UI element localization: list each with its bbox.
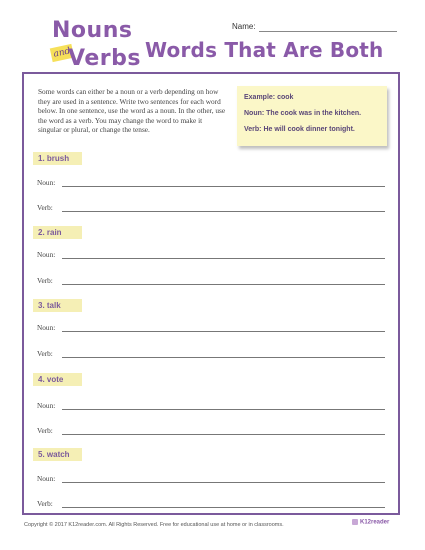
k12reader-mark-icon [352, 519, 358, 525]
verb-answer-line[interactable] [62, 507, 385, 508]
example-box [237, 86, 387, 146]
verb-answer-line[interactable] [62, 434, 385, 435]
logo-and-badge: and [50, 44, 74, 62]
word-label: 1. brush [33, 152, 82, 165]
verb-label: Verb: [37, 499, 53, 508]
verb-label: Verb: [37, 349, 53, 358]
instructions-text: Some words can either be a noun or a verb depending on how they are used in a sentence. Write two sentences for each word below. In one sentence, use the word as a noun. In the other, use the word as a verb. You may change the word to make it singular or plural, or change the tense. [38, 87, 226, 135]
example-noun-sentence: Noun: The cook was in the kitchen. [244, 110, 362, 117]
example-verb-sentence: Verb: He will cook dinner tonight. [244, 126, 355, 133]
name-input-line[interactable] [259, 31, 397, 32]
verb-label: Verb: [37, 426, 53, 435]
word-label: 4. vote [33, 373, 82, 386]
nouns-and-verbs-logo [48, 18, 141, 72]
noun-label: Noun: [37, 401, 56, 410]
verb-label: Verb: [37, 276, 53, 285]
word-label: 5. watch [33, 448, 82, 461]
name-label: Name: [232, 22, 256, 31]
noun-label: Noun: [37, 250, 56, 259]
word-label: 2. rain [33, 226, 82, 239]
noun-label: Noun: [37, 323, 56, 332]
example-heading: Example: cook [244, 94, 294, 101]
brand-text: K12reader [360, 519, 390, 526]
logo-nouns-text: Nouns [52, 18, 133, 43]
noun-label: Noun: [37, 178, 56, 187]
noun-answer-line[interactable] [62, 331, 385, 332]
noun-label: Noun: [37, 474, 56, 483]
word-label: 3. talk [33, 299, 82, 312]
noun-answer-line[interactable] [62, 482, 385, 483]
verb-answer-line[interactable] [62, 284, 385, 285]
verb-answer-line[interactable] [62, 211, 385, 212]
verb-label: Verb: [37, 203, 53, 212]
noun-answer-line[interactable] [62, 186, 385, 187]
logo-verbs-text: Verbs [68, 46, 141, 71]
verb-answer-line[interactable] [62, 357, 385, 358]
copyright-text: Copyright © 2017 K12reader.com. All Rights Reserved. Free for educational use at home or in classrooms. [24, 522, 284, 528]
k12reader-logo [352, 519, 389, 526]
noun-answer-line[interactable] [62, 258, 385, 259]
page-title: Words That Are Both [145, 38, 384, 62]
noun-answer-line[interactable] [62, 409, 385, 410]
